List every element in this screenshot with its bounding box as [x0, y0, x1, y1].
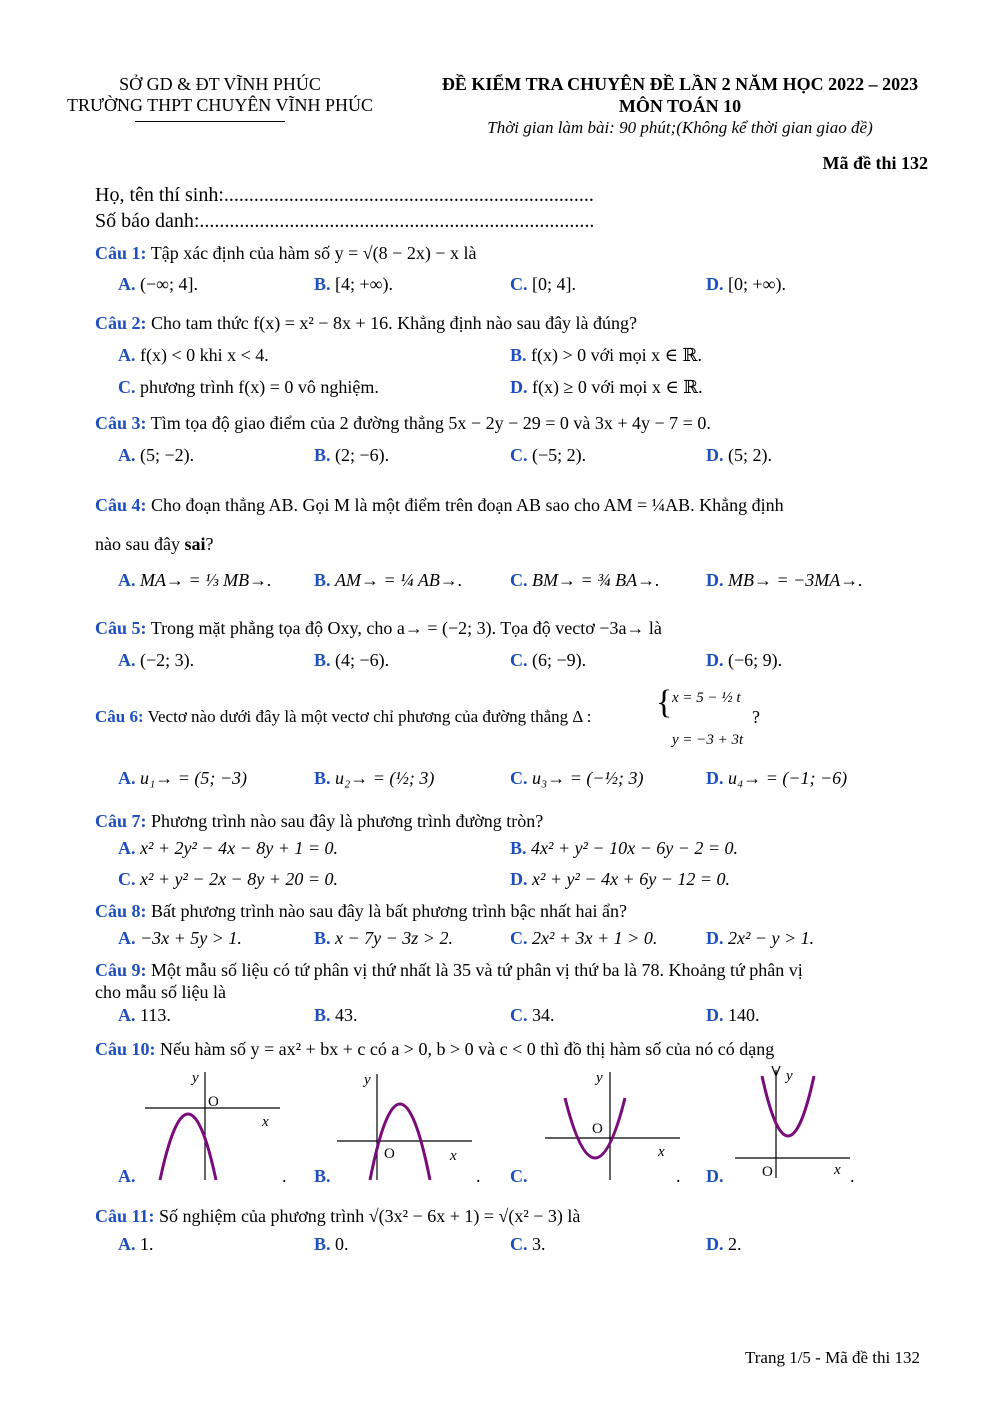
- option-a: A. 113.: [118, 1005, 171, 1025]
- question-4: [95, 495, 784, 516]
- question-number: Câu 9:: [95, 960, 147, 980]
- question-7: [95, 811, 543, 832]
- graph-option-d: [730, 1066, 860, 1181]
- option-d: D. (−6; 9).: [706, 650, 783, 670]
- option-b: B. f(x) > 0 với mọi x ∈ ℝ.: [510, 345, 702, 365]
- y-axis-label: y: [786, 1068, 793, 1084]
- system-line-1: x = 5 − ½ t: [672, 690, 741, 706]
- x-axis-label: x: [450, 1148, 457, 1164]
- question-number: Câu 6:: [95, 707, 144, 726]
- department-name: SỞ GD & ĐT VĨNH PHÚC: [119, 74, 321, 94]
- x-axis-label: x: [834, 1162, 841, 1178]
- option-d: D.: [706, 1166, 724, 1186]
- option-a: A. MA→ = ⅓ MB→.: [118, 570, 272, 590]
- option-a: A. 1.: [118, 1234, 154, 1254]
- option-a: A. (−∞; 4].: [118, 274, 198, 294]
- option-d: D. [0; +∞).: [706, 274, 786, 294]
- time-note: Thời gian làm bài: 90 phút;(Không kể thời gian giao đề): [487, 118, 873, 137]
- exam-title: ĐỀ KIỂM TRA CHUYÊN ĐỀ LẦN 2 NĂM HỌC 2022 – 2023: [441, 74, 919, 94]
- origin-label: O: [384, 1146, 395, 1162]
- question-6: [95, 707, 591, 727]
- option-c: C. 2x² + 3x + 1 > 0.: [510, 928, 658, 948]
- question-number: Câu 1:: [95, 243, 147, 263]
- option-b: B. [4; +∞).: [314, 274, 393, 294]
- question-stem: Cho tam thức f(x) = x² − 8x + 16. Khẳng định nào sau đây là đúng?: [151, 313, 638, 333]
- option-a: A. (5; −2).: [118, 445, 195, 465]
- option-c: C. 3.: [510, 1234, 546, 1254]
- question-3: [95, 413, 711, 434]
- option-c: C. (−5; 2).: [510, 445, 587, 465]
- option-c: C. (6; −9).: [510, 650, 587, 670]
- school-name: TRƯỜNG THPT CHUYÊN VĨNH PHÚC: [67, 95, 373, 115]
- option-b: B. u₂→ = (½; 3): [314, 768, 435, 788]
- question-1: [95, 243, 476, 264]
- option-a: A. (−2; 3).: [118, 650, 195, 670]
- option-c: C. 34.: [510, 1005, 555, 1025]
- question-4-continued: nào sau đây sai?: [95, 534, 214, 554]
- option-b: B. (4; −6).: [314, 650, 390, 670]
- option-d: D. MB→ = −3MA→.: [706, 570, 863, 590]
- question-10: [95, 1039, 774, 1060]
- option-c-period: .: [676, 1166, 681, 1186]
- option-b: B.: [314, 1166, 331, 1186]
- graph-option-a: [140, 1068, 290, 1183]
- question-stem: Vectơ nào dưới đây là một vectơ chỉ phương của đường thẳng Δ :: [147, 707, 592, 726]
- question-stem: Bất phương trình nào sau đây là bất phương trình bậc nhất hai ẩn?: [151, 901, 627, 921]
- origin-label: O: [762, 1164, 773, 1180]
- option-c: C. u₃→ = (−½; 3): [510, 768, 644, 788]
- origin-label: O: [592, 1121, 603, 1137]
- option-b: B. x − 7y − 3z > 2.: [314, 928, 453, 948]
- question-5: [95, 618, 662, 639]
- option-a: A. u₁→ = (5; −3): [118, 768, 248, 788]
- graph-option-b: [332, 1068, 482, 1183]
- question-number: Câu 4:: [95, 495, 147, 515]
- question-stem: Tìm tọa độ giao điểm của 2 đường thẳng 5x − 2y − 29 = 0 và 3x + 4y − 7 = 0.: [150, 413, 711, 433]
- question-stem: Tập xác định của hàm số y = √(8 − 2x) − x là: [150, 243, 477, 263]
- option-a: A. f(x) < 0 khi x < 4.: [118, 345, 269, 365]
- option-b: B. (2; −6).: [314, 445, 390, 465]
- question-9: [95, 960, 803, 981]
- question-stem: Số nghiệm của phương trình √(3x² − 6x + 1) = √(x² − 3) là: [159, 1206, 581, 1226]
- option-a: A. −3x + 5y > 1.: [118, 928, 242, 948]
- option-d: D. f(x) ≥ 0 với mọi x ∈ ℝ.: [510, 377, 703, 397]
- option-d: D. 2x² − y > 1.: [706, 928, 815, 948]
- question-number: Câu 8:: [95, 901, 147, 921]
- question-number: Câu 2:: [95, 313, 147, 333]
- option-c: C. phương trình f(x) = 0 vô nghiệm.: [118, 377, 379, 397]
- y-axis-label: y: [192, 1070, 199, 1086]
- option-a-period: .: [282, 1166, 287, 1186]
- question-number: Câu 5:: [95, 618, 147, 638]
- option-b: B. AM→ = ¼ AB→.: [314, 570, 463, 590]
- graph-option-c: [540, 1068, 690, 1183]
- option-d: D. 2.: [706, 1234, 742, 1254]
- question-9-continued: cho mẫu số liệu là: [95, 982, 226, 1002]
- y-axis-label: y: [596, 1070, 603, 1086]
- option-a: A. x² + 2y² − 4x − 8y + 1 = 0.: [118, 838, 338, 858]
- subject-title: MÔN TOÁN 10: [618, 96, 742, 116]
- option-d: D. (5; 2).: [706, 445, 772, 465]
- question-number: Câu 11:: [95, 1206, 155, 1226]
- option-d: D. 140.: [706, 1005, 760, 1025]
- question-number: Câu 7:: [95, 811, 147, 831]
- option-d: D. x² + y² − 4x + 6y − 12 = 0.: [510, 869, 730, 889]
- question-number: Câu 10:: [95, 1039, 156, 1059]
- question-stem: Một mẫu số liệu có tứ phân vị thứ nhất là 35 và tứ phân vị thứ ba là 78. Khoảng tứ phân vị: [151, 960, 803, 980]
- option-b-period: .: [476, 1166, 481, 1186]
- origin-label: O: [208, 1094, 219, 1110]
- option-a: A.: [118, 1166, 136, 1186]
- option-d: D. u₄→ = (−1; −6): [706, 768, 848, 788]
- question-number: Câu 3:: [95, 413, 147, 433]
- header-divider: [135, 121, 285, 122]
- question-stem: Trong mặt phẳng tọa độ Oxy, cho a→ = (−2; 3). Tọa độ vectơ −3a→ là: [150, 618, 662, 638]
- x-axis-label: x: [658, 1144, 665, 1160]
- question-stem: Nếu hàm số y = ax² + bx + c có a > 0, b > 0 và c < 0 thì đồ thị hàm số của nó có dạng: [160, 1039, 775, 1059]
- question-stem: Cho đoạn thẳng AB. Gọi M là một điểm trên đoạn AB sao cho AM = ¼AB. Khẳng định: [151, 495, 784, 515]
- system-brace: {: [656, 684, 673, 721]
- exam-code: Mã đề thi 132: [822, 153, 928, 173]
- candidate-name-line: Họ, tên thí sinh:..........................................................................: [95, 184, 594, 206]
- option-d-period: .: [850, 1166, 855, 1186]
- question-8: [95, 901, 627, 922]
- option-b: B. 0.: [314, 1234, 349, 1254]
- page-footer: Trang 1/5 - Mã đề thi 132: [744, 1348, 920, 1367]
- option-c: C. [0; 4].: [510, 274, 576, 294]
- question-mark: ?: [752, 707, 760, 727]
- option-c: C. BM→ = ¾ BA→.: [510, 570, 660, 590]
- option-b: B. 4x² + y² − 10x − 6y − 2 = 0.: [510, 838, 738, 858]
- question-2: [95, 313, 637, 334]
- system-line-2: y = −3 + 3t: [672, 732, 744, 748]
- y-axis-label: y: [364, 1072, 371, 1088]
- option-b: B. 43.: [314, 1005, 358, 1025]
- option-c: C. x² + y² − 2x − 8y + 20 = 0.: [118, 869, 338, 889]
- candidate-id-line: Số báo danh:...............................................................................: [95, 210, 595, 232]
- option-c: C.: [510, 1166, 528, 1186]
- x-axis-label: x: [262, 1114, 269, 1130]
- question-11: [95, 1206, 580, 1227]
- question-stem: Phương trình nào sau đây là phương trình đường tròn?: [151, 811, 544, 831]
- emphasis-word: sai: [184, 534, 206, 554]
